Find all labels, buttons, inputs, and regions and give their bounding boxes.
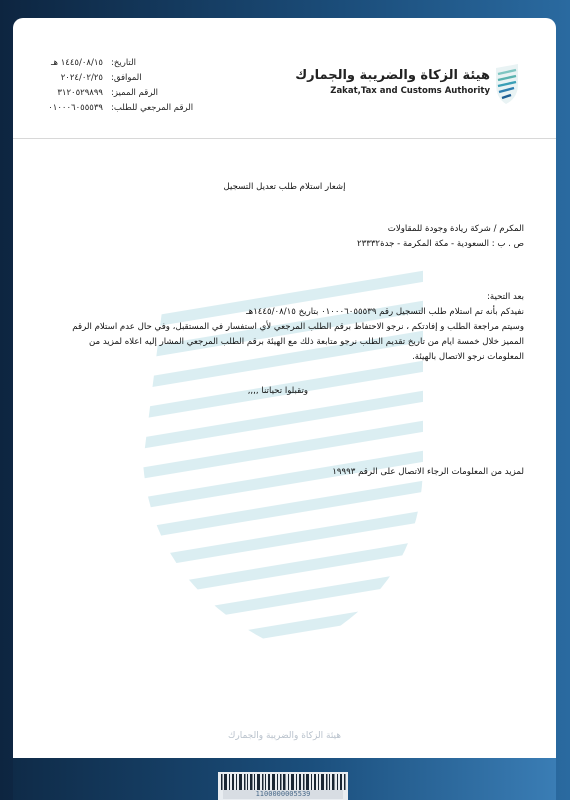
meta-values bbox=[33, 56, 103, 116]
letter-subject: إشعار استلام طلب تعديل التسجيل bbox=[223, 182, 346, 192]
paragraph-review-notice: وسيتم مراجعة الطلب و إفادتكم ، نرجو الاحتفاظ برقم الطلب المرجعي لأي استفسار في المستقبل، وفي حال عدم استلام الرقم المميز خلال خمسة ايام من تاريخ تقديم الطلب نرجو متابعة ذلك مع الهيئة برقم الطلب المرجعي المشار إليه اعلاه لمزيد من المعلومات نرجو الاتصال بالهيئة. bbox=[72, 322, 524, 362]
distinct-number-label: الرقم المميز: bbox=[111, 88, 158, 98]
reference-number-value: ٠١٠٠٠٦٠٥٥٥٣٩ bbox=[48, 103, 103, 113]
footer-watermark-text: هيئة الزكاة والضريبة والجمارك bbox=[227, 731, 342, 741]
address-line: ص . ب : السعودية - مكة المكرمة - جدة٢٣٣٣٢ bbox=[356, 239, 524, 249]
reference-number-label: الرقم المرجعي للطلب: bbox=[111, 103, 194, 113]
letter-page bbox=[13, 18, 556, 800]
letter-header bbox=[13, 18, 556, 139]
gregorian-date-label: الموافق: bbox=[111, 73, 142, 83]
meta-labels bbox=[111, 56, 203, 116]
greeting: بعد التحية: bbox=[486, 292, 524, 302]
contact-line: لمزيد من المعلومات الرجاء الاتصال على الرقم ١٩٩٩٣ bbox=[332, 467, 524, 477]
distinct-number-value: ٣١٢٠٥٢٩٨٩٩ bbox=[57, 88, 103, 98]
authority-name-english: Zakat,Tax and Customs Authority bbox=[330, 86, 490, 96]
zatca-logo-icon bbox=[492, 62, 522, 106]
date-value: ١٤٤٥/٠٨/١٥ هـ bbox=[51, 58, 103, 68]
authority-name-arabic: هيئة الزكاة والضريبة والجمارك bbox=[295, 68, 490, 83]
recipient-line: المكرم / شركة ريادة وجودة للمقاولات bbox=[387, 224, 524, 234]
gregorian-date-value: ٢٠٢٤/٠٢/٢٥ bbox=[60, 73, 103, 83]
closing-line: وتقبلوا تحياتنا ,,,, bbox=[247, 386, 308, 396]
paragraph-request-received: نفيدكم بأنه تم استلام طلب التسجيل رقم ٠١٠٠٠٦٠٥٥٥٣٩ بتاريخ ١٤٤٥/٠٨/١٥هـ bbox=[246, 307, 524, 317]
barcode-number: 1100000005539 bbox=[223, 790, 343, 799]
date-label: التاريخ: bbox=[111, 58, 136, 68]
